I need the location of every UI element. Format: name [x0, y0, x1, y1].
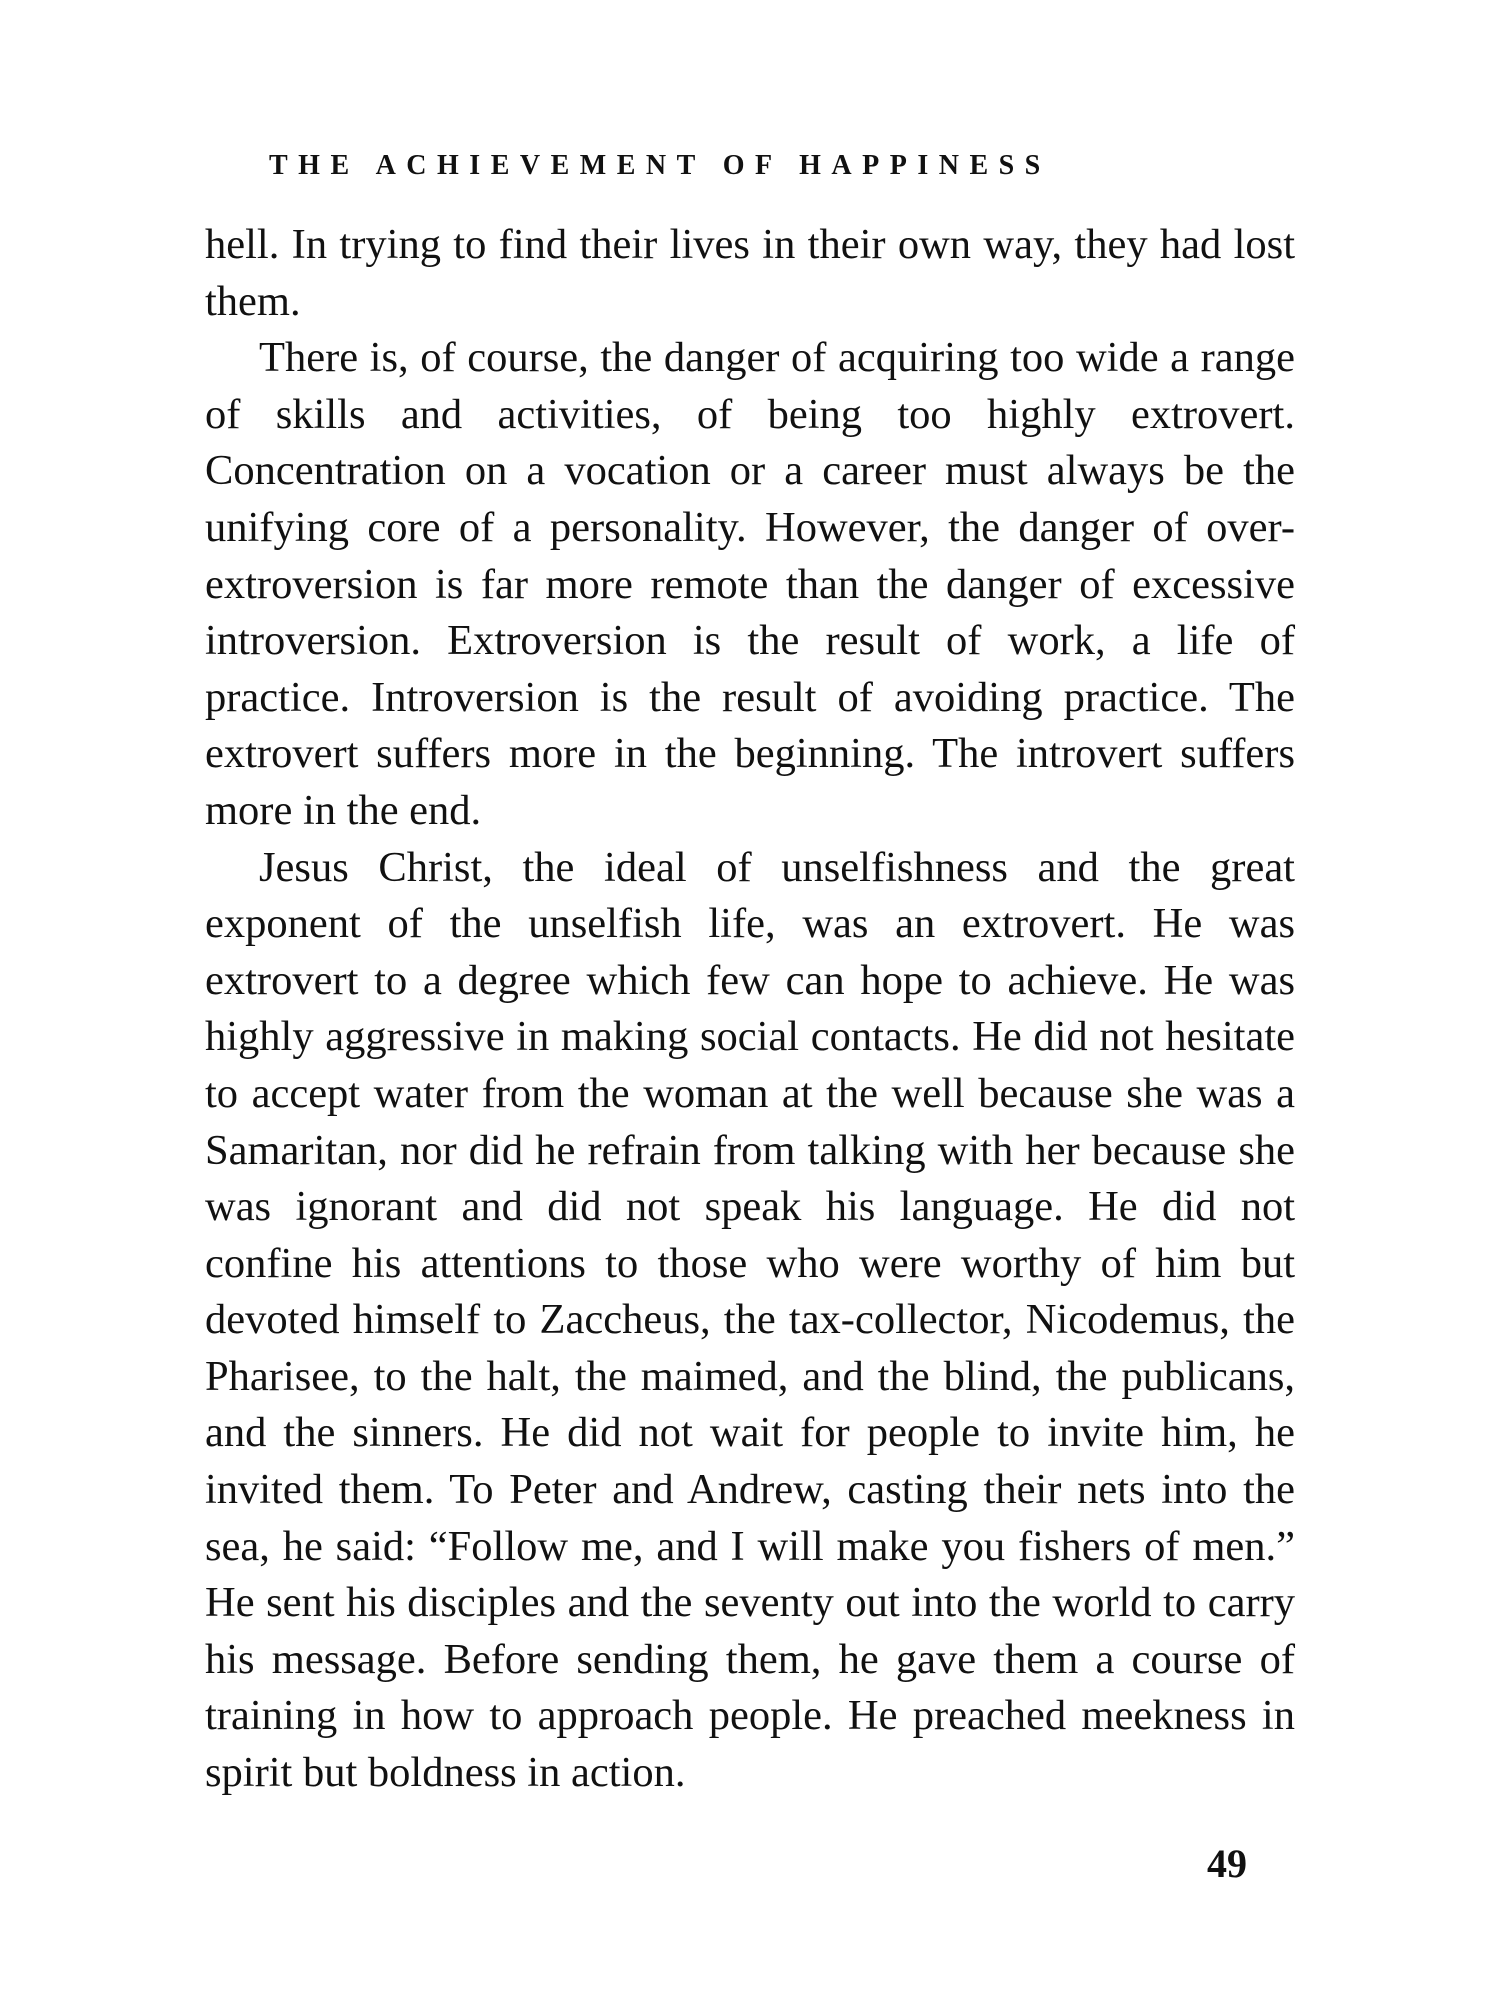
paragraph-jesus-extrovert: Jesus Christ, the ideal of unselfishness and the great exponent of the unselfish life, was an extrovert. He was extrovert to a degree which few can hope to achieve. He was highly aggressive in making social contacts. He did not hesitate to accept water from the woman at the well because she was a Samaritan, nor did he refrain from talking with her because she was ignorant and did not speak his language. He did not confine his attentions to those who were worthy of him but devoted himself to Zaccheus, the tax-collector, Nicodemus, the Pharisee, to the halt, the maimed, and the blind, the publicans, and the sinners. He did not wait for people to invite him, he invited them. To Peter and Andrew, casting their nets into the sea, he said: “Follow me, and I will make you fishers of men.” He sent his disciples and the seventy out into the world to carry his message. Before sending them, he gave them a course of training in how to approach people. He preached meekness in spirit but boldness in action.: [205, 843, 1295, 1797]
paragraph-extroversion-danger: There is, of course, the danger of acquiring too wide a range of skills and activities, of being too highly extrovert. Concentration on a vocation or a career must always be the unifying core of a personality. However, the danger of over-extroversion is far more remote than the danger of excessive introversion. Extroversion is the result of work, a life of practice. Introversion is the result of avoiding practice. The extrovert suffers more in the beginning. The introvert suffers more in the end.: [205, 334, 1295, 834]
running-head: THE ACHIEVEMENT OF HAPPINESS: [269, 150, 1051, 181]
paragraph-continued: hell. In trying to find their lives in their own way, they had lost them.: [205, 221, 1295, 325]
page-number: 49: [1207, 1841, 1247, 1886]
body-text: [205, 217, 1295, 1802]
book-page: [205, 145, 1295, 1975]
